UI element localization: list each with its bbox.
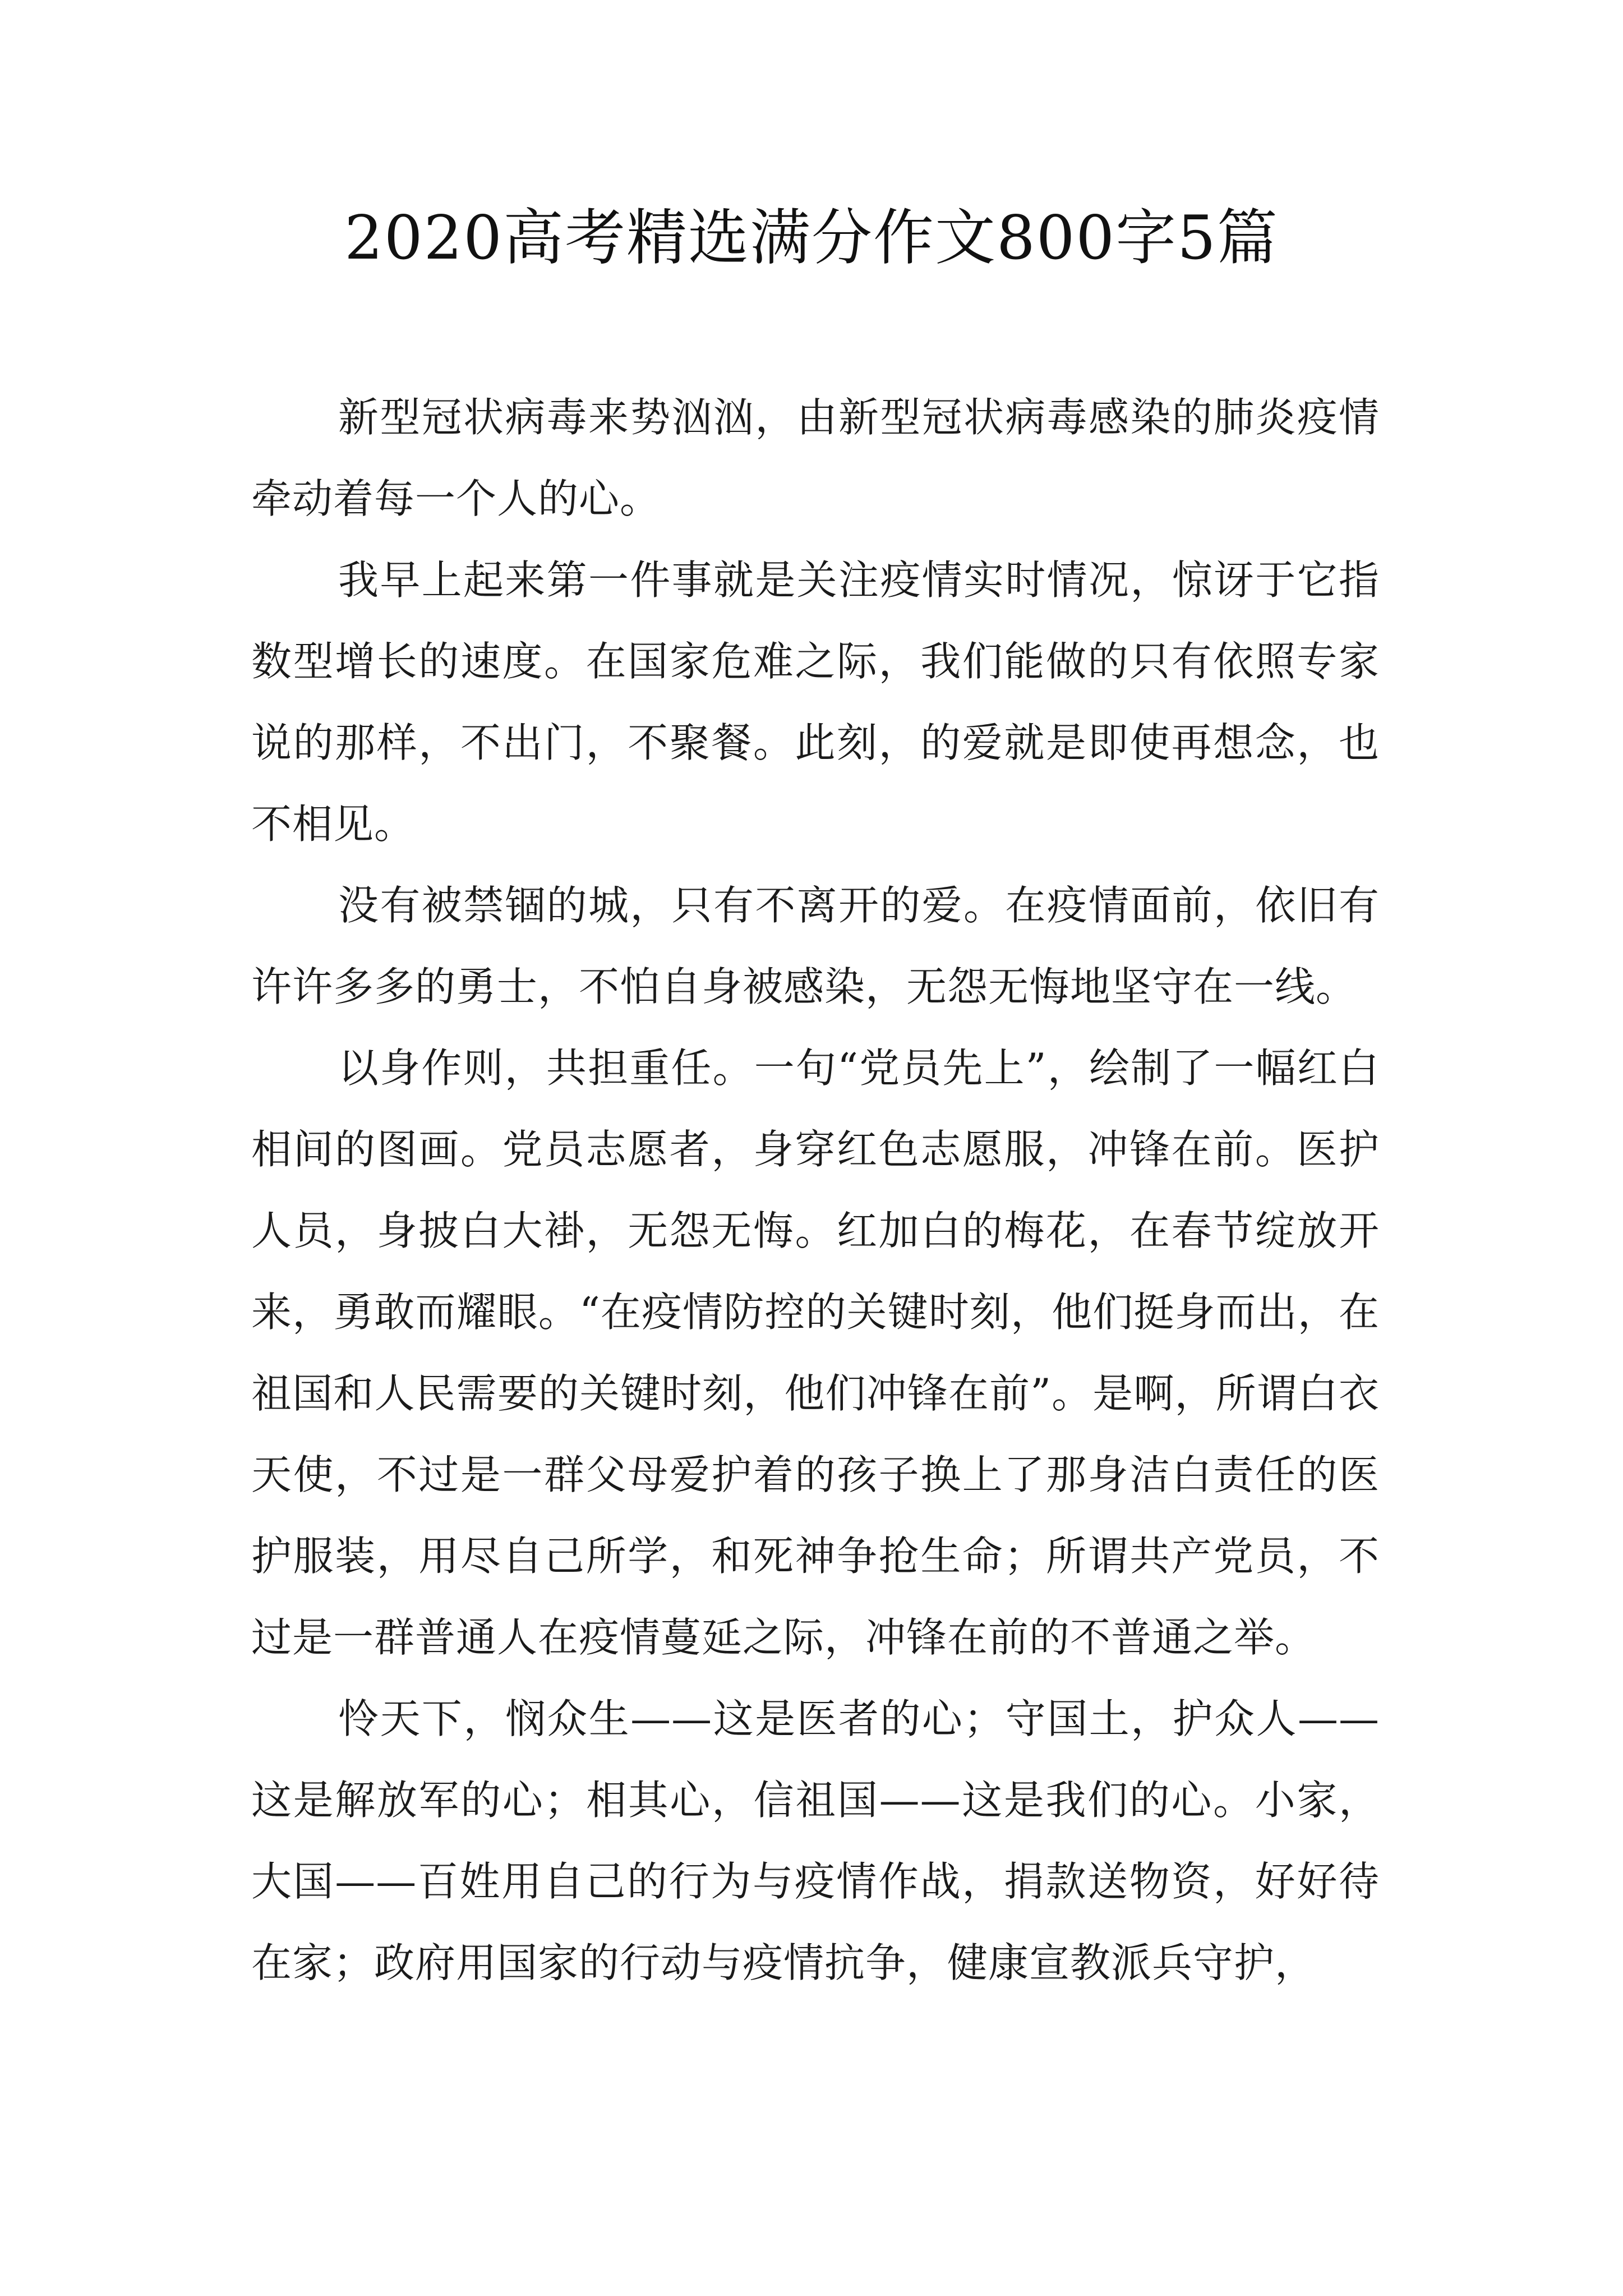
document-title: 2020高考精选满分作文800字5篇 — [344, 203, 1279, 273]
paragraph: 没有被禁锢的城，只有不离开的爱。在疫情面前，依旧有许许多多的勇士，不怕自身被感染，无怨无悔地坚守在一线。 — [251, 882, 1380, 1010]
paragraph: 我早上起来第一件事就是关注疫情实时情况，惊讶于它指数型增长的速度。在国家危难之际，我们能做的只有依照专家说的那样，不出门，不聚餐。此刻，的爱就是即使再想念，也不相见。 — [251, 556, 1380, 848]
paragraph: 怜天下，悯众生——这是医者的心；守国土，护众人——这是解放军的心；相其心，信祖国——这是我们的心。小家，大国——百姓用自己的行为与疫情作战，捐款送物资，好好待在家；政府用国家的行动与疫情抗争，健康宣教派兵守护， — [251, 1695, 1380, 1986]
paragraph: 新型冠状病毒来势汹汹，由新型冠状病毒感染的肺炎疫情牵动着每一个人的心。 — [251, 394, 1380, 522]
paragraph: 以身作则，共担重任。一句“党员先上”，绘制了一幅红白相间的图画。党员志愿者，身穿红色志愿服，冲锋在前。医护人员，身披白大褂，无怨无悔。红加白的梅花，在春节绽放开来，勇敢而耀眼。“在疫情防控的关键时刻，他们挺身而出，在祖国和人民需要的关键时刻，他们冲锋在前”。是啊，所谓白衣天使，不过是一群父母爱护着的孩子换上了那身洁白责任的医护服装，用尽自己所学，和死神争抢生命；所谓共产党员，不过是一群普通人在疫情蔓延之际，冲锋在前的不普通之举。 — [251, 1045, 1380, 1661]
document-body — [251, 377, 1380, 2004]
